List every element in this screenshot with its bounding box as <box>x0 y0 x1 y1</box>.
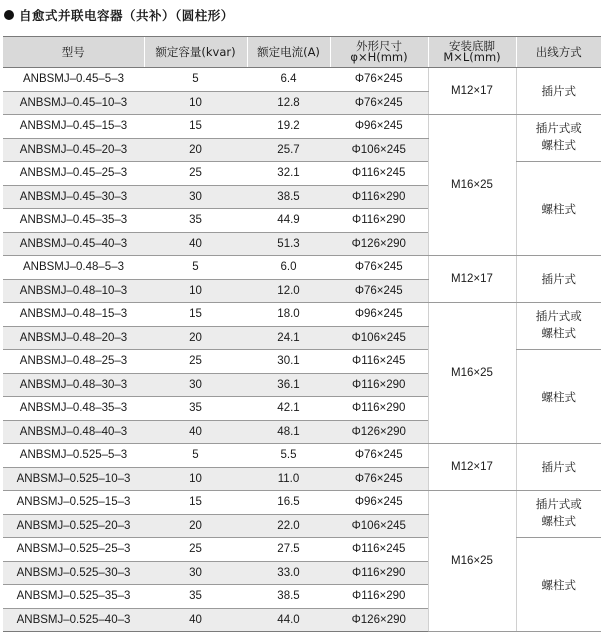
current-cell: 12.0 <box>247 279 330 303</box>
dimension-cell: Φ96×245 <box>330 303 428 327</box>
current-cell: 30.1 <box>247 350 330 374</box>
table-row <box>3 115 601 139</box>
dimension-cell: Φ116×245 <box>330 162 428 186</box>
capacity-cell: 30 <box>144 373 247 397</box>
current-cell: 27.5 <box>247 538 330 562</box>
mount-cell: M12×17 <box>428 256 516 303</box>
current-cell: 19.2 <box>247 115 330 139</box>
capacity-cell: 25 <box>144 538 247 562</box>
current-cell: 33.0 <box>247 561 330 585</box>
dimension-cell: Φ106×245 <box>330 514 428 538</box>
capacity-cell: 10 <box>144 467 247 491</box>
capacity-cell: 10 <box>144 91 247 115</box>
capacity-cell: 35 <box>144 585 247 609</box>
current-cell: 6.4 <box>247 68 330 92</box>
model-cell: ANBSMJ–0.45–35–3 <box>3 209 144 233</box>
current-cell: 51.3 <box>247 232 330 256</box>
current-cell: 18.0 <box>247 303 330 327</box>
dimension-cell: Φ116×290 <box>330 185 428 209</box>
outlet-cell: 螺柱式 <box>516 162 601 256</box>
current-cell: 32.1 <box>247 162 330 186</box>
capacity-cell: 30 <box>144 185 247 209</box>
model-cell: ANBSMJ–0.48–5–3 <box>3 256 144 280</box>
dimension-cell: Φ116×290 <box>330 397 428 421</box>
bullet-icon <box>4 10 14 20</box>
capacity-cell: 20 <box>144 138 247 162</box>
current-cell: 38.5 <box>247 185 330 209</box>
col-header-outlet: 出线方式 <box>516 37 601 68</box>
model-cell: ANBSMJ–0.48–15–3 <box>3 303 144 327</box>
capacity-cell: 25 <box>144 162 247 186</box>
table-row <box>3 444 601 468</box>
model-cell: ANBSMJ–0.48–35–3 <box>3 397 144 421</box>
current-cell: 36.1 <box>247 373 330 397</box>
current-cell: 25.7 <box>247 138 330 162</box>
model-cell: ANBSMJ–0.45–30–3 <box>3 185 144 209</box>
capacity-cell: 15 <box>144 303 247 327</box>
current-cell: 12.8 <box>247 91 330 115</box>
capacity-cell: 35 <box>144 209 247 233</box>
dimension-cell: Φ116×290 <box>330 373 428 397</box>
model-cell: ANBSMJ–0.45–40–3 <box>3 232 144 256</box>
current-cell: 5.5 <box>247 444 330 468</box>
model-cell: ANBSMJ–0.525–30–3 <box>3 561 144 585</box>
current-cell: 38.5 <box>247 585 330 609</box>
model-cell: ANBSMJ–0.45–5–3 <box>3 68 144 92</box>
capacity-cell: 15 <box>144 491 247 515</box>
model-cell: ANBSMJ–0.525–35–3 <box>3 585 144 609</box>
capacity-cell: 20 <box>144 514 247 538</box>
col-header-dimensions: 外形尺寸 φ×H(mm) <box>330 37 428 68</box>
capacity-cell: 35 <box>144 397 247 421</box>
outlet-cell: 螺柱式 <box>516 538 601 632</box>
model-cell: ANBSMJ–0.525–25–3 <box>3 538 144 562</box>
current-cell: 48.1 <box>247 420 330 444</box>
outlet-cell: 插片式或 螺柱式 <box>516 115 601 162</box>
capacity-cell: 15 <box>144 115 247 139</box>
capacity-cell: 30 <box>144 561 247 585</box>
dimension-cell: Φ96×245 <box>330 115 428 139</box>
col-header-current: 额定电流(A) <box>247 37 330 68</box>
current-cell: 24.1 <box>247 326 330 350</box>
capacity-cell: 10 <box>144 279 247 303</box>
mount-cell: M12×17 <box>428 444 516 491</box>
dimension-cell: Φ76×245 <box>330 256 428 280</box>
header-row <box>3 37 601 68</box>
outlet-cell: 螺柱式 <box>516 350 601 444</box>
table-row <box>3 303 601 327</box>
current-cell: 22.0 <box>247 514 330 538</box>
dimension-cell: Φ76×245 <box>330 279 428 303</box>
title-text: 自愈式并联电容器（共补）（圆柱形） <box>19 8 234 23</box>
model-cell: ANBSMJ–0.48–30–3 <box>3 373 144 397</box>
outlet-cell: 插片式或 螺柱式 <box>516 303 601 350</box>
dimension-cell: Φ96×245 <box>330 491 428 515</box>
mount-cell: M16×25 <box>428 115 516 256</box>
model-cell: ANBSMJ–0.45–20–3 <box>3 138 144 162</box>
model-cell: ANBSMJ–0.525–20–3 <box>3 514 144 538</box>
current-cell: 11.0 <box>247 467 330 491</box>
dimension-cell: Φ76×245 <box>330 467 428 491</box>
model-cell: ANBSMJ–0.525–15–3 <box>3 491 144 515</box>
model-cell: ANBSMJ–0.45–15–3 <box>3 115 144 139</box>
capacity-cell: 40 <box>144 608 247 632</box>
page-title <box>4 6 234 24</box>
capacity-cell: 40 <box>144 420 247 444</box>
capacity-cell: 20 <box>144 326 247 350</box>
dimension-cell: Φ126×290 <box>330 232 428 256</box>
table-row <box>3 491 601 515</box>
current-cell: 42.1 <box>247 397 330 421</box>
model-cell: ANBSMJ–0.45–25–3 <box>3 162 144 186</box>
outlet-cell: 插片式 <box>516 68 601 115</box>
model-cell: ANBSMJ–0.48–40–3 <box>3 420 144 444</box>
dimension-cell: Φ116×290 <box>330 585 428 609</box>
col-header-model: 型号 <box>3 37 144 68</box>
table-row <box>3 256 601 280</box>
dimension-cell: Φ116×290 <box>330 209 428 233</box>
mount-cell: M16×25 <box>428 491 516 632</box>
capacity-cell: 5 <box>144 68 247 92</box>
outlet-cell: 插片式或 螺柱式 <box>516 491 601 538</box>
col-header-capacity: 额定容量(kvar) <box>144 37 247 68</box>
current-cell: 16.5 <box>247 491 330 515</box>
model-cell: ANBSMJ–0.48–10–3 <box>3 279 144 303</box>
current-cell: 44.0 <box>247 608 330 632</box>
dimension-cell: Φ76×245 <box>330 68 428 92</box>
outlet-cell: 插片式 <box>516 256 601 303</box>
spec-table <box>3 36 601 632</box>
dimension-cell: Φ116×245 <box>330 538 428 562</box>
capacity-cell: 5 <box>144 444 247 468</box>
dimension-cell: Φ76×245 <box>330 444 428 468</box>
model-cell: ANBSMJ–0.525–5–3 <box>3 444 144 468</box>
dimension-cell: Φ116×290 <box>330 561 428 585</box>
mount-cell: M16×25 <box>428 303 516 444</box>
dimension-cell: Φ126×290 <box>330 420 428 444</box>
current-cell: 6.0 <box>247 256 330 280</box>
model-cell: ANBSMJ–0.48–25–3 <box>3 350 144 374</box>
capacity-cell: 25 <box>144 350 247 374</box>
model-cell: ANBSMJ–0.45–10–3 <box>3 91 144 115</box>
dimension-cell: Φ106×245 <box>330 326 428 350</box>
col-header-mount: 安装底脚 M×L(mm) <box>428 37 516 68</box>
current-cell: 44.9 <box>247 209 330 233</box>
model-cell: ANBSMJ–0.525–40–3 <box>3 608 144 632</box>
capacity-cell: 40 <box>144 232 247 256</box>
model-cell: ANBSMJ–0.525–10–3 <box>3 467 144 491</box>
dimension-cell: Φ116×245 <box>330 350 428 374</box>
mount-cell: M12×17 <box>428 68 516 115</box>
capacity-cell: 5 <box>144 256 247 280</box>
table-row <box>3 68 601 92</box>
model-cell: ANBSMJ–0.48–20–3 <box>3 326 144 350</box>
dimension-cell: Φ126×290 <box>330 608 428 632</box>
dimension-cell: Φ106×245 <box>330 138 428 162</box>
outlet-cell: 插片式 <box>516 444 601 491</box>
dimension-cell: Φ76×245 <box>330 91 428 115</box>
